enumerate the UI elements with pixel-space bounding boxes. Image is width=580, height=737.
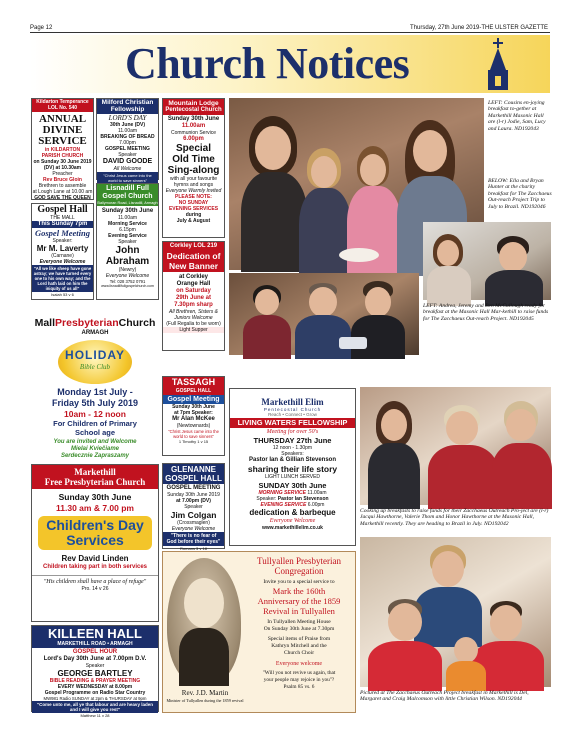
killeen-line: BIBLE READING & PRAYER MEETING xyxy=(49,678,141,684)
mall-line: Monday 1st July - xyxy=(57,387,133,397)
mall-holiday: HOLIDAY xyxy=(65,348,125,362)
elim-line: EVENING SERVICE xyxy=(260,502,307,508)
elim-title: Markethill Elim xyxy=(261,397,324,407)
kildarton-line: Brethren to assemble xyxy=(38,183,87,189)
elim-line: MORNING SERVICE xyxy=(258,490,307,496)
mountain-line: Pentecostal Church xyxy=(163,107,224,115)
childrens-day-banner xyxy=(38,516,152,550)
gospel-hall-line: THE MALL xyxy=(50,215,75,221)
elim-line: Pastor Ian Stevenson xyxy=(277,496,329,502)
mountain-line: EVENING SERVICES xyxy=(168,206,219,212)
killeen-line: Lord's Day 30th June at 7.00pm D.V. xyxy=(43,656,147,662)
kildarton-line: Kildarton Temperance xyxy=(32,99,93,105)
mountain-line: 6.00pm xyxy=(183,136,204,142)
tullyallen-line: Psalm 85 vs. 6 xyxy=(283,684,315,690)
gospel-hall-speaker: Mr M. Laverty xyxy=(36,244,89,253)
lisnadill-line: Tel: 028 3752 0791 xyxy=(109,279,146,284)
milford-line: LORD'S DAY xyxy=(108,114,147,122)
gospel-hall-line: Isaiah 53 v 6 xyxy=(51,292,74,297)
tassagh-line: Sunday 30th June xyxy=(172,404,215,410)
portrait-caption: Rev. J.D. Martin xyxy=(181,689,229,697)
mall-title: Church xyxy=(118,317,156,329)
kildarton-line: in KILDARTON xyxy=(44,147,81,153)
milford-line: BREAKING OF BREAD xyxy=(100,134,155,140)
mall-line: ARMAGH xyxy=(81,330,109,336)
lisnadill-line: Everyone Welcome xyxy=(105,273,150,279)
milford-notice xyxy=(96,98,159,183)
milford-verse: "Christ Jesus came into the world to save sinners" xyxy=(97,172,158,184)
markethill-line: Children taking part in both services xyxy=(42,564,148,570)
markethill-line: 11.30 am & 7.00 pm xyxy=(56,503,134,513)
killeen-hall-notice xyxy=(31,625,159,718)
mall-bible-club: Bible Club xyxy=(79,363,111,371)
mall-line: 10am - 12 noon xyxy=(64,409,126,419)
elim-link[interactable]: www.markethillelim.co.uk xyxy=(262,525,323,531)
milford-line: Fellowship xyxy=(97,106,158,114)
tullyallen-notice xyxy=(162,551,356,713)
lisnadill-line: Speaker xyxy=(118,239,137,245)
mountain-line: during xyxy=(185,212,202,218)
lisnadill-line: Sunday 30th June xyxy=(101,208,154,214)
church-spire-icon xyxy=(480,36,516,92)
tassagh-verse: "Christ Jesus came into the world to save sinners" xyxy=(168,429,219,439)
milford-line: 7.00pm xyxy=(119,140,136,146)
mall-line: Friday 5th July 2019 xyxy=(51,398,139,408)
mountain-heading: Old Time xyxy=(172,154,215,165)
milford-line: GOSPEL MEETING xyxy=(105,146,150,152)
glenanne-line: at 7.00pm (DV) xyxy=(176,498,211,504)
tullyallen-heading: Anniversary of the 1859 xyxy=(257,596,341,606)
mall-line: For Children of Primary xyxy=(53,419,137,428)
corkley-line: Orange Hall xyxy=(176,281,211,287)
kildarton-heading: DIVINE xyxy=(42,124,83,136)
mountain-line: Communion Service xyxy=(170,130,217,136)
markethill-free-presbyterian-notice xyxy=(31,464,159,622)
lisnadill-speaker: Abraham xyxy=(105,256,150,267)
corkley-line: (Full Regalia to be worn) xyxy=(166,321,221,327)
tullyallen-line: In Tullyallen Meeting House xyxy=(267,619,331,625)
tullyallen-line: Church Choir xyxy=(283,650,315,656)
holiday-bible-club-logo xyxy=(58,340,132,384)
killeen-line: Speaker xyxy=(85,663,105,669)
killeen-speaker: GEORGE BARTLEY xyxy=(57,669,133,678)
mountain-line: PLEASE NOTE: xyxy=(175,194,212,200)
lisnadill-line: Evening Service xyxy=(108,233,147,239)
kildarton-heading: ANNUAL xyxy=(38,113,87,125)
markethill-line: Sunday 30th June xyxy=(58,492,132,502)
tassagh-title: TASSAGH xyxy=(163,377,224,388)
elim-line: SUNDAY 30th June xyxy=(258,481,327,490)
milford-line: 30th June (DV) xyxy=(109,122,145,128)
mountain-line: Everyone Warmly Invited xyxy=(165,188,222,194)
mountain-line: Sunday 30th June xyxy=(167,116,220,122)
tassagh-line: at 7pm Speaker: xyxy=(174,410,213,416)
killeen-verse: "Come unto me, all ye that labour and are heavy laden and I will give you rest" xyxy=(32,701,158,713)
glenanne-verse: "There is no fear of God before their eyes" xyxy=(163,532,224,546)
elim-line: Reach • Connect • Grow xyxy=(268,412,317,417)
killeen-line: MARKETHILL ROAD • ARMAGH xyxy=(32,641,158,648)
mall-line: School age xyxy=(74,428,115,437)
kildarton-line: Preacher xyxy=(52,171,73,177)
tassagh-speaker: Mr Alan McKee xyxy=(172,416,215,422)
tullyallen-title: Tullyallen Presbyterian xyxy=(257,556,341,566)
tullyallen-line: Kathryn Mitchell and the xyxy=(271,643,327,649)
header-rule xyxy=(30,32,550,33)
lisnadill-line: Lisnadill Full xyxy=(97,184,158,193)
killeen-line: EVERY WEDNESDAY at 8.00pm xyxy=(57,684,133,690)
corkley-notice xyxy=(162,241,225,351)
glenanne-line: (Crossmaglen) xyxy=(177,520,210,526)
mall-title: Presbyterian xyxy=(55,317,119,329)
mountain-line: with all your favourite hymns and songs xyxy=(170,176,217,188)
portrait-caption: Minister of Tullyallen during the 1859 revival xyxy=(166,698,244,703)
corkley-line: All Brethren, Sisters & Juniors Welcome xyxy=(169,309,218,321)
elim-line: 6.00pm xyxy=(307,502,325,508)
glenanne-speaker: Jim Colgan xyxy=(170,510,217,520)
elim-line: Pentecostal Church xyxy=(263,407,322,412)
kildarton-notice xyxy=(31,98,94,200)
markethill-elim-notice xyxy=(229,388,356,546)
kildarton-heading: SERVICE xyxy=(38,135,87,147)
caption-malcomson: Pictured at The Zacchaeus Outreach Project breakfast in Markethill is Del, Margaret and Craig Malcomson with little Christian Wilson. ND192044 xyxy=(360,690,529,703)
tullyallen-line: Invite you to a special service to xyxy=(263,579,335,585)
elim-fellowship: LIVING WATERS FELLOWSHIP xyxy=(230,418,355,428)
mountain-line: July & August xyxy=(176,218,211,224)
glenanne-line: Speaker xyxy=(184,504,203,510)
mountain-heading: Special xyxy=(175,143,212,154)
glenanne-line: Romans 3 v 18 xyxy=(180,546,207,551)
killeen-line: GOSPEL HOUR xyxy=(72,649,118,655)
glenanne-title: GOSPEL HALL xyxy=(163,474,224,484)
rev-martin-portrait xyxy=(167,558,241,686)
corkley-heading: New Banner xyxy=(163,261,224,272)
glenanne-notice xyxy=(162,463,225,549)
tullyallen-line: Everyone welcome xyxy=(275,661,323,667)
photo-cooking-breakfasts xyxy=(360,387,551,505)
milford-line: Milford Christian xyxy=(97,99,158,106)
killeen-line: MW981 Radio SUNDAY at 2pm & THURSDAY at 9pm xyxy=(43,696,147,701)
gospel-hall-line: Gospel Meeting xyxy=(34,228,90,238)
killeen-line: Gospel Programme on Radio Star Country xyxy=(44,690,146,696)
elim-line: dedication & barbeque xyxy=(249,508,336,517)
tullyallen-line: Special items of Praise from xyxy=(267,636,331,642)
elim-line: LIGHT LUNCH SERVED xyxy=(264,474,321,480)
glenanne-line: Sunday 30th June 2019 xyxy=(167,492,220,498)
gospel-hall-line: This Sunday 7pm xyxy=(32,221,93,228)
mall-title: Mall xyxy=(34,317,56,329)
elim-line: Speakers: xyxy=(281,451,304,457)
tassagh-line: Gospel Meeting xyxy=(163,395,224,404)
mall-line: You are invited and Welcome xyxy=(53,439,137,445)
corkley-line: at Corkley xyxy=(178,274,208,280)
tassagh-line: GOSPEL HALL xyxy=(163,388,224,395)
tassagh-line: (Newtownards) xyxy=(176,423,211,429)
gospel-hall-title: Gospel Hall xyxy=(37,204,88,215)
milford-speaker: DAVID GOODE xyxy=(102,158,153,165)
kildarton-line: (DV) at 10.30am xyxy=(43,165,82,171)
lisnadill-notice xyxy=(96,183,159,300)
tullyallen-heading: Revival in Tullyallen xyxy=(263,606,335,616)
corkley-line: on Saturday xyxy=(176,288,211,294)
killeen-line: Matthew 11 v 28 xyxy=(80,713,110,718)
tullyallen-line: On Sunday 30th June at 7.30pm xyxy=(263,626,335,632)
mountain-line: Mountain Lodge xyxy=(163,99,224,107)
mountain-lodge-notice xyxy=(162,98,225,238)
tullyallen-heading: Mark the 160th xyxy=(272,586,326,596)
lisnadill-line: Morning Service xyxy=(108,221,147,227)
photo-malcomson xyxy=(360,537,551,687)
corkley-line: 29th June at xyxy=(175,295,211,301)
photo-mccullough xyxy=(229,273,419,355)
kildarton-line: on Sunday 30 June 2019 xyxy=(33,159,92,165)
kildarton-line: LOL No. 540 xyxy=(32,105,93,112)
gospel-hall-mall-notice xyxy=(31,203,94,300)
photo-ella-bryan xyxy=(423,222,551,300)
caption-cousins: LEFT: Cousins en-joying breakfast to-gether at Markethill Masonic Hall are (l-r) Jodie, Sam, Lucy and Laura. ND192043 xyxy=(488,100,546,132)
markethill-speaker: Rev David Linden xyxy=(61,554,129,563)
mountain-line: 11.00am xyxy=(181,123,206,129)
elim-line: THURSDAY 27th June xyxy=(253,436,332,445)
milford-line: Speaker xyxy=(118,152,137,158)
markethill-childrens-day: Children's Day xyxy=(46,517,144,533)
corkley-heading: Dedication of xyxy=(163,251,224,261)
lisnadill-line: Gospel Church xyxy=(97,193,158,201)
milford-line: 11.00am xyxy=(117,128,138,134)
tullyallen-verse: your people may rejoice in you"? xyxy=(263,677,335,683)
elim-line: Everyone Welcome xyxy=(269,518,316,524)
glenanne-line: Everyone Welcome xyxy=(171,526,216,532)
elim-line: Meeting for over 50's xyxy=(266,429,319,435)
markethill-line: Pro. 14 v 26 xyxy=(81,586,109,592)
gospel-hall-verse: "All we like sheep have gone astray; we have turned every one to his own way; and the Lord hath laid on him the iniquity of us all" xyxy=(33,266,92,291)
lisnadill-line: Ballymoran Road, Lisnadill, Armagh xyxy=(97,201,158,205)
page-number: Page 12 xyxy=(30,25,53,31)
mountain-line: NO SUNDAY xyxy=(178,200,209,206)
tassagh-notice xyxy=(162,376,225,456)
lisnadill-link[interactable]: www.lisnadillfullgospelchurch.com xyxy=(101,284,154,288)
markethill-verse: "His children shall have a place of refuge" xyxy=(32,575,158,586)
tullyallen-verse: "Will you not revive us again, that xyxy=(262,670,336,676)
lisnadill-speaker: John xyxy=(115,245,140,256)
tullyallen-title: Congregation xyxy=(274,566,324,576)
kildarton-line: GOD SAVE THE QUEEN xyxy=(34,195,91,201)
gospel-hall-line: (Carnane) xyxy=(51,253,74,259)
milford-line: All Welcome xyxy=(113,166,142,172)
caption-cooking: Cooking up breakfasts to raise funds for their Zacchaeus Outreach Pro-ject are (l-r) Jacqui Hawthorne, Valerie Thom and Honor Hawthorne at the Masonic Hall, Markethill recently. They are heading to Brazil in July. ND192042 xyxy=(360,508,549,527)
gospel-hall-line: Everyone Welcome xyxy=(39,259,86,265)
elim-line: sharing their life story xyxy=(247,464,338,474)
issue-date: Thursday, 27th June 2019-THE ULSTER GAZETTE xyxy=(410,25,548,31)
corkley-line: Corkley LOL 219 xyxy=(163,242,224,251)
kildarton-line: Rev Bruce Gloin xyxy=(43,177,82,183)
corkley-line: 7.30pm sharp xyxy=(174,302,213,308)
caption-hunters: BELOW: Ella and Bryan Hunter at the charity breakfast for The Zacchaeus Out-reach Project Trip to July to Brazil. ND192046 xyxy=(488,178,552,210)
markethill-services: Services xyxy=(66,532,124,548)
kildarton-line: at Lough Lane at 10.00 am xyxy=(32,189,93,195)
mall-presbyterian-notice xyxy=(31,303,159,461)
killeen-title: KILLEEN HALL xyxy=(32,626,158,641)
lisnadill-line: 11.00am xyxy=(117,215,138,221)
page-title: Church Notices xyxy=(125,39,410,88)
mall-line: Mielai Kviečiame xyxy=(70,446,120,452)
elim-line: 12 noon - 1.30pm xyxy=(272,445,313,451)
glenanne-title: GLENANNE xyxy=(163,464,224,474)
elim-line: Speaker: xyxy=(256,496,277,502)
corkley-line: Light Supper xyxy=(163,327,224,333)
elim-line: Pastor Ian & Gillian Stevenson xyxy=(248,457,337,463)
mall-line: Serdecznie Zapraszamy xyxy=(60,453,130,459)
glenanne-line: GOSPEL MEETING xyxy=(166,485,221,491)
elim-line: 11.00am xyxy=(307,490,327,496)
tassagh-line: 1 Timothy 1 v 15 xyxy=(178,439,209,444)
markethill-title: Markethill xyxy=(32,465,158,477)
caption-mccullough: LEFT: Andrea, Jeremy and Ben McCullough ready for breakfast at the Masonic Hall Mar-kethill to raise funds for The Zacchaeus Out-reach Project. ND192045 xyxy=(423,303,549,322)
gospel-hall-line: Speaker: xyxy=(52,238,73,244)
lisnadill-line: 6.15pm xyxy=(119,227,136,233)
lisnadill-line: (Newry) xyxy=(118,267,137,273)
kildarton-line: PARISH CHURCH xyxy=(41,153,84,159)
markethill-title: Free Presbyterian Church xyxy=(32,477,158,489)
mountain-heading: Sing-along xyxy=(167,165,220,176)
